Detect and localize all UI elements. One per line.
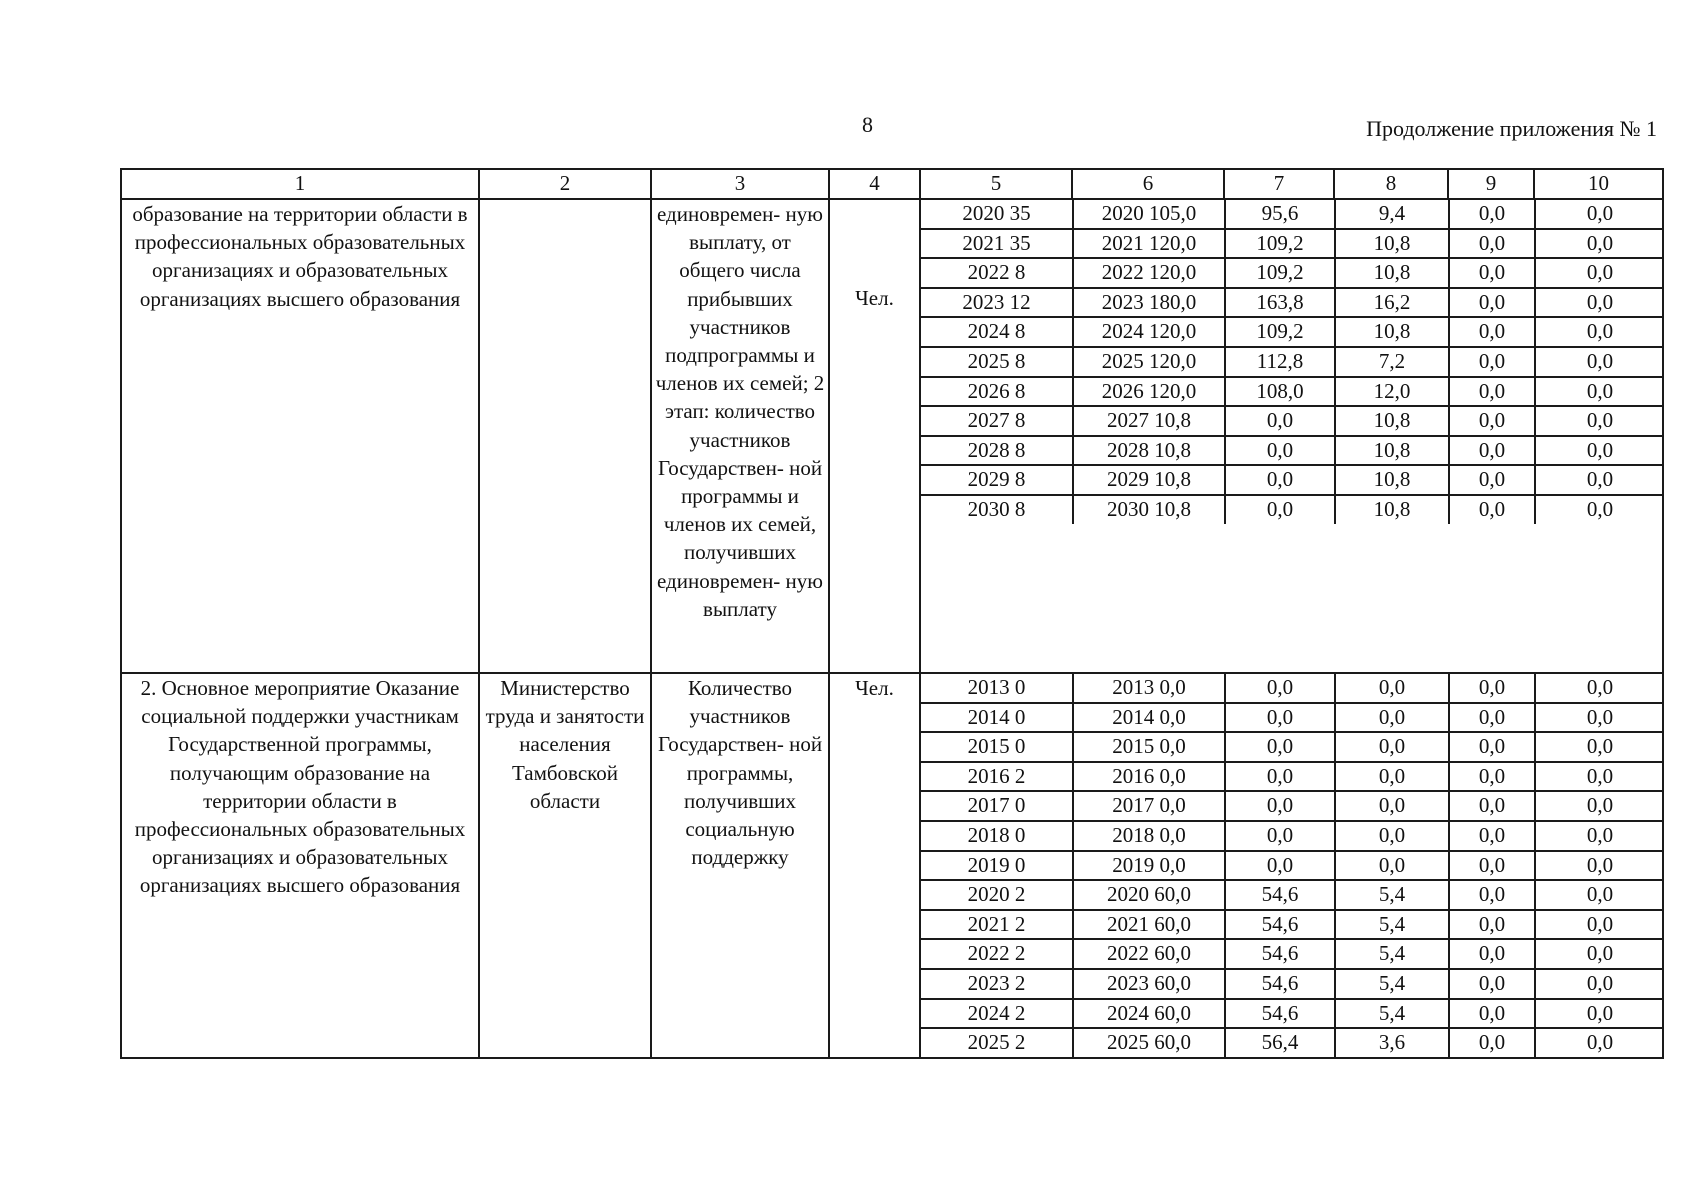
value-col9-cell: 0,0: [1449, 880, 1535, 910]
year-amount-cell: 2015 0,0: [1073, 732, 1225, 762]
value-col7-cell: 54,6: [1225, 880, 1335, 910]
year-count-cell: 2022 8: [921, 258, 1073, 288]
value-col10-cell: 0,0: [1535, 288, 1664, 318]
value-col7-cell: 54,6: [1225, 910, 1335, 940]
year-row: [921, 436, 1664, 466]
year-amount-cell: 2028 10,8: [1073, 436, 1225, 466]
year-amount-cell: 2022 60,0: [1073, 939, 1225, 969]
year-count-cell: 2023 2: [921, 969, 1073, 999]
year-amount-cell: 2018 0,0: [1073, 821, 1225, 851]
value-col10-cell: 0,0: [1535, 910, 1664, 940]
value-col7-cell: 0,0: [1225, 762, 1335, 792]
column-number: 3: [651, 169, 829, 199]
value-col7-cell: 0,0: [1225, 732, 1335, 762]
value-col9-cell: 0,0: [1449, 465, 1535, 495]
year-amount-cell: 2024 120,0: [1073, 317, 1225, 347]
year-row: [921, 732, 1664, 762]
value-col9-cell: 0,0: [1449, 1028, 1535, 1057]
column-number: 5: [920, 169, 1072, 199]
value-col8-cell: 0,0: [1335, 732, 1449, 762]
value-col10-cell: 0,0: [1535, 791, 1664, 821]
year-count-cell: 2021 2: [921, 910, 1073, 940]
value-col8-cell: 10,8: [1335, 229, 1449, 259]
value-col9-cell: 0,0: [1449, 200, 1535, 229]
value-col8-cell: 0,0: [1335, 674, 1449, 703]
year-count-cell: 2026 8: [921, 377, 1073, 407]
year-amount-cell: 2013 0,0: [1073, 674, 1225, 703]
value-col8-cell: 3,6: [1335, 1028, 1449, 1057]
value-col8-cell: 5,4: [1335, 999, 1449, 1029]
value-col10-cell: 0,0: [1535, 317, 1664, 347]
value-col10-cell: 0,0: [1535, 200, 1664, 229]
value-col8-cell: 12,0: [1335, 377, 1449, 407]
year-amount-cell: 2027 10,8: [1073, 406, 1225, 436]
year-count-cell: 2027 8: [921, 406, 1073, 436]
year-amount-cell: 2016 0,0: [1073, 762, 1225, 792]
year-row: [921, 377, 1664, 407]
year-row: [921, 406, 1664, 436]
value-col10-cell: 0,0: [1535, 436, 1664, 466]
year-row: [921, 1028, 1664, 1057]
year-row: [921, 880, 1664, 910]
value-col8-cell: 0,0: [1335, 762, 1449, 792]
yearly-values-block: [920, 673, 1663, 1058]
indicator-cell: Количество участников Государствен- ной программы, получивших социальную поддержку: [651, 673, 829, 1058]
column-number: 4: [829, 169, 920, 199]
value-col9-cell: 0,0: [1449, 495, 1535, 524]
value-col9-cell: 0,0: [1449, 762, 1535, 792]
value-col8-cell: 0,0: [1335, 703, 1449, 733]
value-col8-cell: 10,8: [1335, 258, 1449, 288]
value-col8-cell: 10,8: [1335, 495, 1449, 524]
year-row: [921, 465, 1664, 495]
yearly-values-table: [921, 200, 1664, 524]
value-col9-cell: 0,0: [1449, 258, 1535, 288]
value-col8-cell: 10,8: [1335, 436, 1449, 466]
value-col8-cell: 0,0: [1335, 791, 1449, 821]
value-col7-cell: 0,0: [1225, 436, 1335, 466]
table-row: [121, 673, 1663, 1058]
value-col9-cell: 0,0: [1449, 732, 1535, 762]
year-amount-cell: 2020 105,0: [1073, 200, 1225, 229]
value-col8-cell: 0,0: [1335, 851, 1449, 881]
year-amount-cell: 2020 60,0: [1073, 880, 1225, 910]
value-col7-cell: 0,0: [1225, 703, 1335, 733]
value-col9-cell: 0,0: [1449, 436, 1535, 466]
year-row: [921, 762, 1664, 792]
program-table: [120, 168, 1664, 1059]
year-count-cell: 2029 8: [921, 465, 1073, 495]
value-col8-cell: 10,8: [1335, 406, 1449, 436]
value-col9-cell: 0,0: [1449, 288, 1535, 318]
value-col10-cell: 0,0: [1535, 732, 1664, 762]
appendix-continuation-label: Продолжение приложения № 1: [1366, 116, 1657, 141]
unit-cell: Чел.: [829, 199, 920, 673]
year-row: [921, 229, 1664, 259]
value-col7-cell: 0,0: [1225, 674, 1335, 703]
value-col10-cell: 0,0: [1535, 406, 1664, 436]
value-col8-cell: 5,4: [1335, 969, 1449, 999]
year-count-cell: 2020 2: [921, 880, 1073, 910]
year-row: [921, 821, 1664, 851]
yearly-values-table: [921, 674, 1664, 1057]
year-row: [921, 258, 1664, 288]
value-col10-cell: 0,0: [1535, 229, 1664, 259]
value-col9-cell: 0,0: [1449, 377, 1535, 407]
value-col7-cell: 109,2: [1225, 258, 1335, 288]
value-col10-cell: 0,0: [1535, 465, 1664, 495]
value-col8-cell: 10,8: [1335, 317, 1449, 347]
value-col7-cell: 56,4: [1225, 1028, 1335, 1057]
year-row: [921, 791, 1664, 821]
year-row: [921, 674, 1664, 703]
year-amount-cell: 2014 0,0: [1073, 703, 1225, 733]
year-row: [921, 200, 1664, 229]
value-col8-cell: 5,4: [1335, 910, 1449, 940]
value-col9-cell: 0,0: [1449, 317, 1535, 347]
value-col10-cell: 0,0: [1535, 880, 1664, 910]
value-col10-cell: 0,0: [1535, 821, 1664, 851]
value-col7-cell: 54,6: [1225, 969, 1335, 999]
value-col9-cell: 0,0: [1449, 703, 1535, 733]
value-col10-cell: 0,0: [1535, 258, 1664, 288]
year-amount-cell: 2023 180,0: [1073, 288, 1225, 318]
year-amount-cell: 2022 120,0: [1073, 258, 1225, 288]
value-col7-cell: 54,6: [1225, 999, 1335, 1029]
column-number: 7: [1224, 169, 1334, 199]
value-col7-cell: 0,0: [1225, 851, 1335, 881]
value-col7-cell: 0,0: [1225, 495, 1335, 524]
column-number: 6: [1072, 169, 1224, 199]
value-col7-cell: 0,0: [1225, 821, 1335, 851]
value-col7-cell: 95,6: [1225, 200, 1335, 229]
value-col10-cell: 0,0: [1586, 496, 1614, 521]
year-count-cell: 2014 0: [921, 703, 1073, 733]
value-col10-cell: 0,0: [1535, 851, 1664, 881]
yearly-values-block: [920, 199, 1663, 673]
value-col7-cell: 0,0: [1225, 791, 1335, 821]
column-number: 10: [1534, 169, 1663, 199]
value-col7-cell: 109,2: [1225, 229, 1335, 259]
value-col8-cell: 9,4: [1335, 200, 1449, 229]
value-col9-cell: 0,0: [1449, 347, 1535, 377]
value-col10-cell: 0,0: [1535, 674, 1664, 703]
value-col8-cell: 7,2: [1335, 347, 1449, 377]
value-col7-cell: 163,8: [1225, 288, 1335, 318]
value-col9-cell: 0,0: [1449, 821, 1535, 851]
value-col10-cell: 0,0: [1535, 999, 1664, 1029]
year-row: [921, 999, 1664, 1029]
year-row: [921, 495, 1664, 524]
value-col10-cell: 0,0: [1535, 969, 1664, 999]
year-row: [921, 969, 1664, 999]
value-col7-cell: 108,0: [1225, 377, 1335, 407]
year-row: [921, 703, 1664, 733]
year-row: [921, 288, 1664, 318]
activity-name-cell: 2. Основное мероприятие Оказание социальной поддержки участникам Государственной программы, получающим образование на территории области в профессиональных образовательных организациях и образовательных организациях высшего образования: [121, 673, 479, 1058]
column-number: 8: [1334, 169, 1448, 199]
value-col8-cell: 5,4: [1335, 880, 1449, 910]
executor-cell: [479, 199, 651, 673]
year-row: [921, 317, 1664, 347]
value-col7-cell: 109,2: [1225, 317, 1335, 347]
year-row: [921, 851, 1664, 881]
year-count-cell: 2016 2: [921, 762, 1073, 792]
year-count-cell: 2028 8: [921, 436, 1073, 466]
year-count-cell: 2020 35: [921, 200, 1073, 229]
value-col9-cell: 0,0: [1449, 969, 1535, 999]
year-amount-cell: 2024 60,0: [1073, 999, 1225, 1029]
year-row: [921, 939, 1664, 969]
year-amount-cell: 2026 120,0: [1073, 377, 1225, 407]
year-count-cell: 2017 0: [921, 791, 1073, 821]
year-amount-cell: 2025 120,0: [1073, 347, 1225, 377]
year-count-cell: 2025 2: [921, 1028, 1073, 1057]
year-count-cell: 2024 2: [921, 999, 1073, 1029]
value-col7-cell: 0,0: [1225, 465, 1335, 495]
page-number: 8: [862, 112, 873, 137]
value-col9-cell: 0,0: [1449, 406, 1535, 436]
year-amount-cell: 2023 60,0: [1073, 969, 1225, 999]
year-amount-cell: 2021 60,0: [1073, 910, 1225, 940]
value-col9-cell: 0,0: [1449, 674, 1535, 703]
column-number: 2: [479, 169, 651, 199]
value-col9-cell: 0,0: [1449, 999, 1535, 1029]
table-row: [121, 199, 1663, 673]
unit-cell: Чел.: [829, 673, 920, 1058]
column-number: 9: [1448, 169, 1534, 199]
value-col8-cell: 0,0: [1335, 821, 1449, 851]
year-count-cell: 2023 12: [921, 288, 1073, 318]
value-col7-cell: 54,6: [1225, 939, 1335, 969]
year-amount-cell: 2025 60,0: [1073, 1028, 1225, 1057]
value-col9-cell: 0,0: [1449, 229, 1535, 259]
column-number-header-row: [121, 169, 1663, 199]
year-count-cell: 2019 0: [921, 851, 1073, 881]
year-count-cell: 2021 35: [921, 229, 1073, 259]
value-col10-cell: 0,0: [1535, 762, 1664, 792]
year-row: [921, 347, 1664, 377]
executor-cell: Министерство труда и занятости населения Тамбовской области: [479, 673, 651, 1058]
value-col8-cell: 5,4: [1335, 939, 1449, 969]
year-count-cell: 2022 2: [921, 939, 1073, 969]
value-col8-cell: 10,8: [1335, 465, 1449, 495]
value-col9-cell: 0,0: [1449, 910, 1535, 940]
value-col10-cell: 0,0: [1586, 1030, 1614, 1055]
year-amount-cell: 2021 120,0: [1073, 229, 1225, 259]
year-count-cell: 2018 0: [921, 821, 1073, 851]
value-col8-cell: 16,2: [1335, 288, 1449, 318]
year-amount-cell: 2030 10,8: [1073, 495, 1225, 524]
value-col7-cell: 112,8: [1225, 347, 1335, 377]
year-amount-cell: 2019 0,0: [1073, 851, 1225, 881]
year-count-cell: 2024 8: [921, 317, 1073, 347]
column-number: 1: [121, 169, 479, 199]
year-amount-cell: 2017 0,0: [1073, 791, 1225, 821]
value-col10-cell: 0,0: [1535, 347, 1664, 377]
year-count-cell: 2025 8: [921, 347, 1073, 377]
value-col10-cell: 0,0: [1535, 939, 1664, 969]
value-col10-cell: 0,0: [1535, 703, 1664, 733]
value-col7-cell: 0,0: [1225, 406, 1335, 436]
year-row: [921, 910, 1664, 940]
value-col9-cell: 0,0: [1449, 791, 1535, 821]
year-count-cell: 2013 0: [921, 674, 1073, 703]
value-col10-cell: 0,0: [1535, 377, 1664, 407]
year-count-cell: 2015 0: [921, 732, 1073, 762]
activity-name-cell: образование на территории области в профессиональных образовательных организациях и образовательных организациях высшего образования: [121, 199, 479, 673]
year-amount-cell: 2029 10,8: [1073, 465, 1225, 495]
indicator-cell: единовремен- ную выплату, от общего числа прибывших участников подпрограммы и членов их семей; 2 этап: количество участников Государствен- ной программы и членов их семей, получивших единовремен- ную выплату: [651, 199, 829, 673]
value-col9-cell: 0,0: [1449, 939, 1535, 969]
year-count-cell: 2030 8: [921, 495, 1073, 524]
value-col9-cell: 0,0: [1449, 851, 1535, 881]
